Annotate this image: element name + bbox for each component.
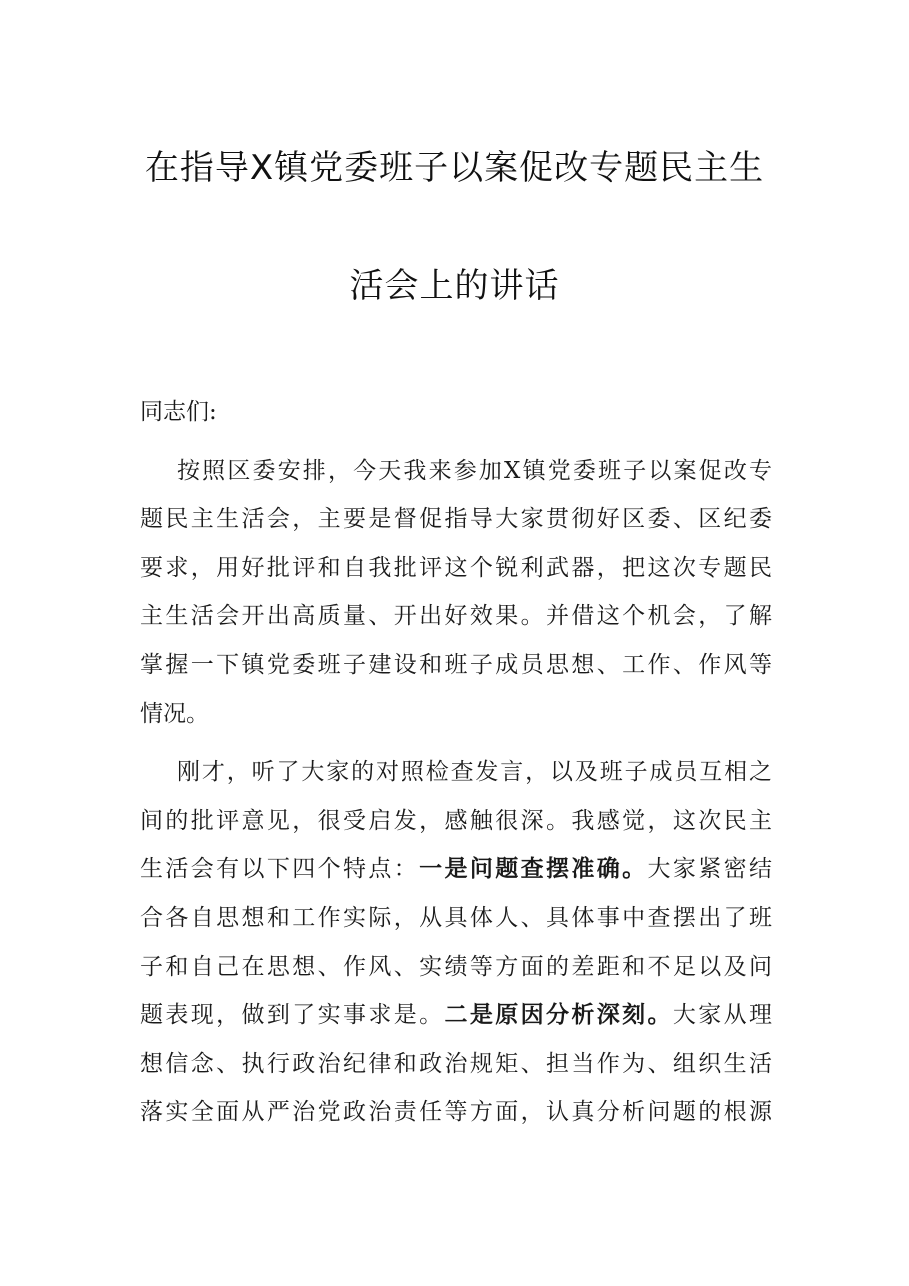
- paragraph-line: [140, 845, 772, 894]
- document-title-line-2: 活会上的讲话: [349, 266, 560, 306]
- paragraph-line: 想信念、执行政治纪律和政治规矩、担当作为、组织生活: [140, 1050, 772, 1077]
- paragraph-1: [140, 447, 772, 739]
- paragraph-line: 落实全面从严治党政治责任等方面，认真分析问题的根源: [140, 1099, 772, 1126]
- paragraph-line: 子和自己在思想、作风、实绩等方面的差距和不足以及问: [140, 953, 772, 980]
- paragraph-line: 题民主生活会，主要是督促指导大家贯彻好区委、区纪委: [140, 506, 772, 533]
- line-text: 大家从理: [672, 1002, 772, 1029]
- paragraph-line: 刚才，听了大家的对照检查发言，以及班子成员互相之: [177, 759, 772, 786]
- key-point-1: 一是问题查摆准确。: [419, 856, 648, 883]
- paragraph-line: 按照区委安排，今天我来参加X镇党委班子以案促改专: [177, 457, 772, 484]
- paragraph-line: 掌握一下镇党委班子建设和班子成员思想、工作、作风等: [140, 651, 772, 678]
- paragraph-line: 情况。: [140, 700, 209, 727]
- key-point-2: 二是原因分析深刻。: [444, 1002, 673, 1029]
- paragraph-line: 主生活会开出高质量、开出好效果。并借这个机会，了解: [140, 603, 772, 630]
- line-text: 生活会有以下四个特点：: [140, 856, 420, 883]
- line-text: 题表现，做到了实事求是。: [140, 1002, 445, 1029]
- paragraph-2: [140, 748, 772, 1137]
- document-title-line-1: 在指导X镇党委班子以案促改专题民主生: [144, 148, 765, 188]
- paragraph-line: 要求，用好批评和自我批评这个锐利武器，把这次专题民: [140, 554, 772, 581]
- salutation: 同志们:: [140, 399, 217, 425]
- paragraph-line: 合各自思想和工作实际，从具体人、具体事中查摆出了班: [140, 904, 772, 931]
- paragraph-line: [140, 991, 772, 1040]
- document-body: [140, 388, 772, 1137]
- paragraph-line: 间的批评意见，很受启发，感触很深。我感觉，这次民主: [140, 807, 772, 834]
- line-text: 大家紧密结: [647, 856, 772, 883]
